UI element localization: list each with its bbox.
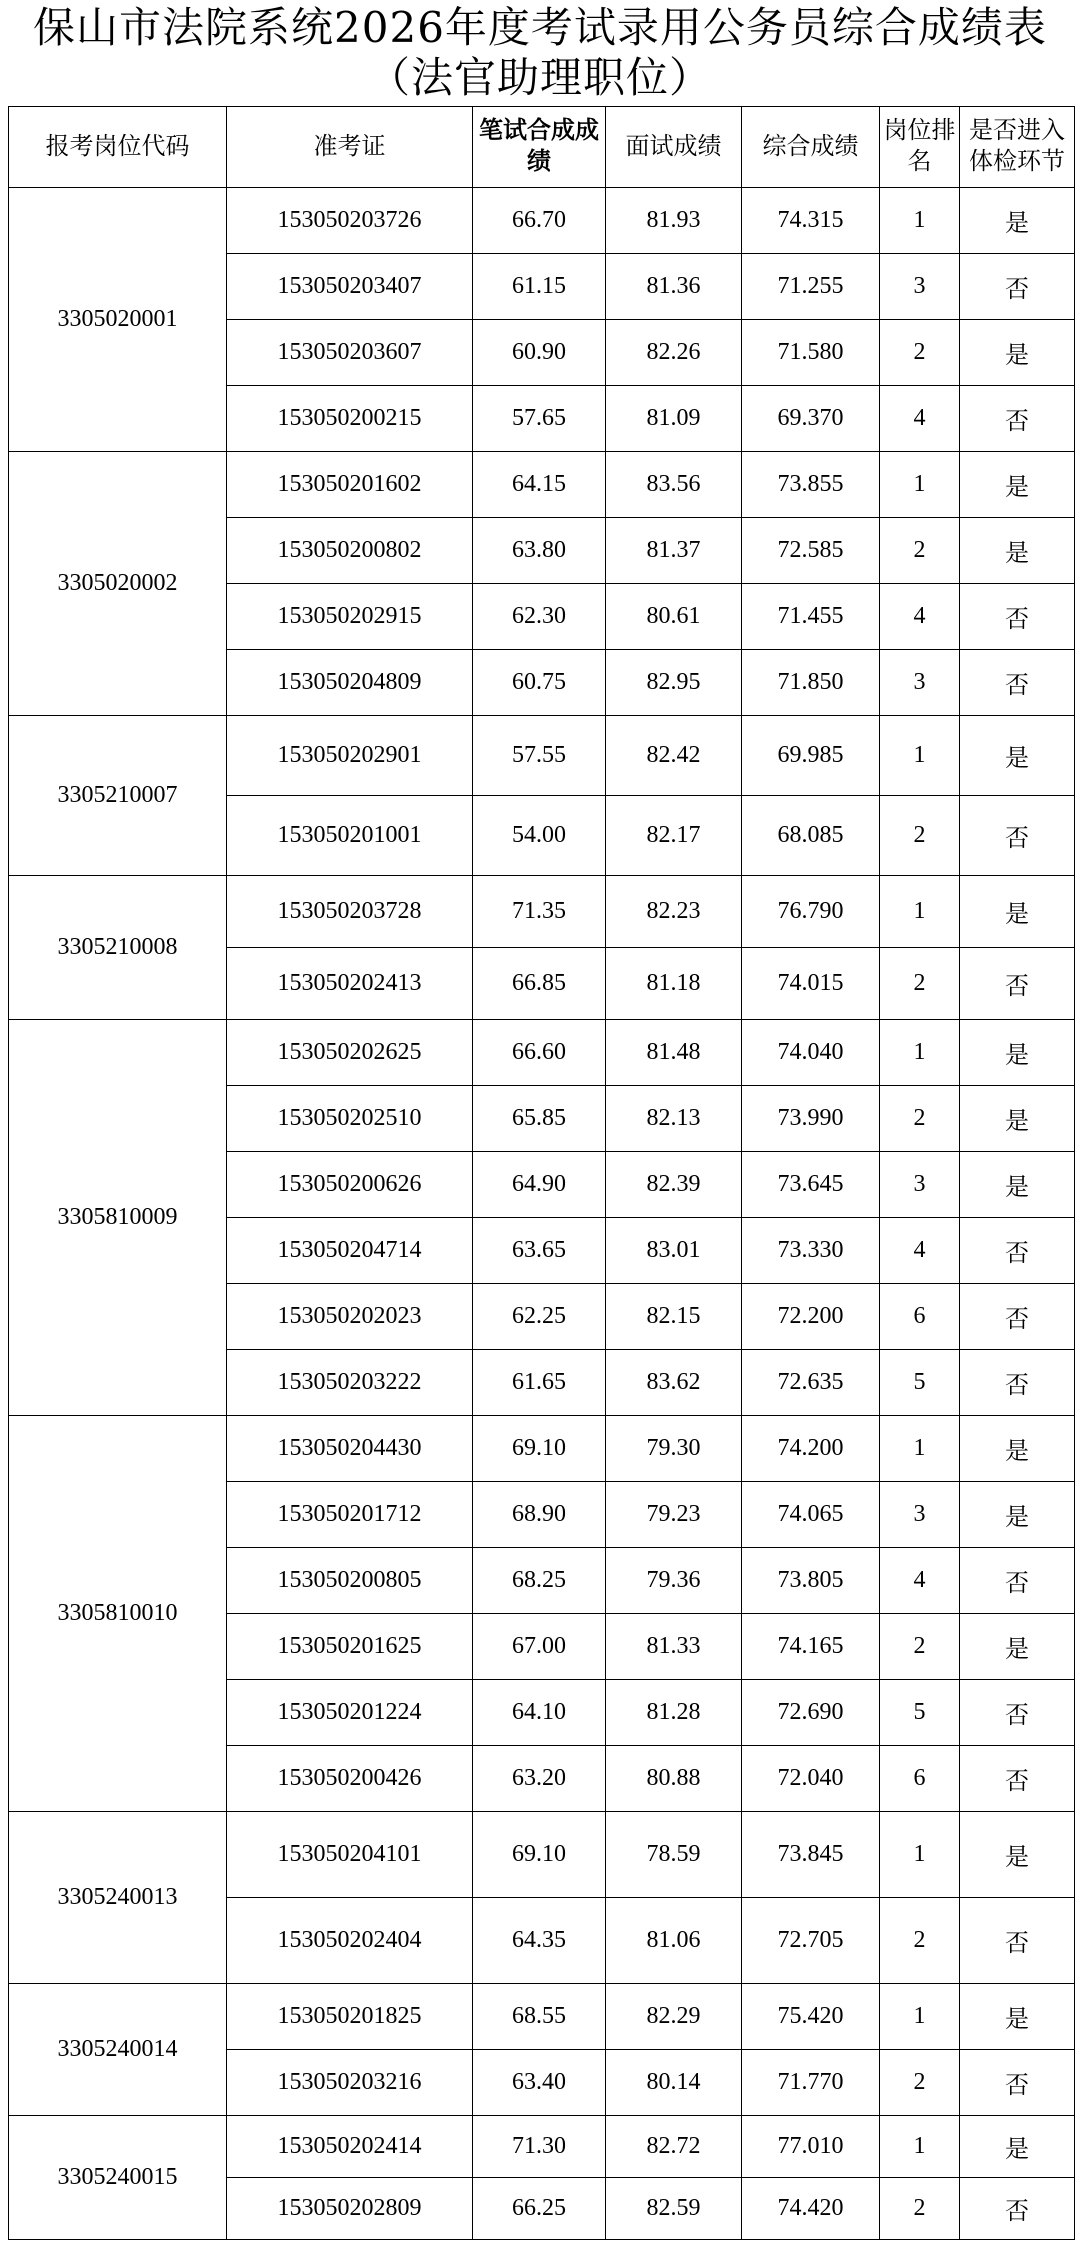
ticket-cell: 153050204430	[227, 1416, 473, 1482]
ticket-cell: 153050200626	[227, 1152, 473, 1218]
physical-exam-cell: 是	[960, 1614, 1075, 1680]
written-score-cell: 63.65	[473, 1218, 606, 1284]
total-score-cell: 73.645	[742, 1152, 880, 1218]
rank-cell: 5	[880, 1680, 960, 1746]
table-row	[9, 1984, 1075, 2050]
rank-cell: 3	[880, 650, 960, 716]
interview-score-cell: 80.61	[606, 584, 742, 650]
ticket-cell: 153050204101	[227, 1812, 473, 1898]
written-score-cell: 66.85	[473, 948, 606, 1020]
header-written-score: 笔试合成成绩	[473, 107, 606, 188]
rank-cell: 2	[880, 1086, 960, 1152]
written-score-cell: 66.25	[473, 2178, 606, 2240]
rank-cell: 6	[880, 1284, 960, 1350]
rank-cell: 2	[880, 796, 960, 876]
ticket-cell: 153050201001	[227, 796, 473, 876]
written-score-cell: 64.10	[473, 1680, 606, 1746]
ticket-cell: 153050203407	[227, 254, 473, 320]
total-score-cell: 74.015	[742, 948, 880, 1020]
total-score-cell: 72.690	[742, 1680, 880, 1746]
rank-cell: 2	[880, 1614, 960, 1680]
total-score-cell: 72.585	[742, 518, 880, 584]
physical-exam-cell: 是	[960, 1152, 1075, 1218]
header-total-score: 综合成绩	[742, 107, 880, 188]
physical-exam-cell: 否	[960, 2050, 1075, 2116]
physical-exam-cell: 是	[960, 1020, 1075, 1086]
total-score-cell: 77.010	[742, 2116, 880, 2178]
physical-exam-cell: 否	[960, 584, 1075, 650]
written-score-cell: 60.90	[473, 320, 606, 386]
physical-exam-cell: 否	[960, 948, 1075, 1020]
rank-cell: 1	[880, 876, 960, 948]
ticket-cell: 153050201625	[227, 1614, 473, 1680]
ticket-cell: 153050202625	[227, 1020, 473, 1086]
rank-cell: 1	[880, 1812, 960, 1898]
written-score-cell: 54.00	[473, 796, 606, 876]
total-score-cell: 73.990	[742, 1086, 880, 1152]
ticket-cell: 153050202404	[227, 1898, 473, 1984]
interview-score-cell: 82.95	[606, 650, 742, 716]
table-row	[9, 2116, 1075, 2178]
physical-exam-cell: 是	[960, 452, 1075, 518]
physical-exam-cell: 是	[960, 188, 1075, 254]
physical-exam-cell: 否	[960, 650, 1075, 716]
ticket-cell: 153050204809	[227, 650, 473, 716]
total-score-cell: 68.085	[742, 796, 880, 876]
ticket-cell: 153050200802	[227, 518, 473, 584]
written-score-cell: 63.40	[473, 2050, 606, 2116]
interview-score-cell: 81.18	[606, 948, 742, 1020]
total-score-cell: 72.635	[742, 1350, 880, 1416]
interview-score-cell: 82.13	[606, 1086, 742, 1152]
physical-exam-cell: 否	[960, 386, 1075, 452]
physical-exam-cell: 否	[960, 1548, 1075, 1614]
interview-score-cell: 82.59	[606, 2178, 742, 2240]
table-row	[9, 1812, 1075, 1898]
interview-score-cell: 79.36	[606, 1548, 742, 1614]
rank-cell: 1	[880, 1020, 960, 1086]
ticket-cell: 153050202901	[227, 716, 473, 796]
rank-cell: 2	[880, 1898, 960, 1984]
interview-score-cell: 82.17	[606, 796, 742, 876]
physical-exam-cell: 是	[960, 320, 1075, 386]
total-score-cell: 73.805	[742, 1548, 880, 1614]
ticket-cell: 153050202413	[227, 948, 473, 1020]
written-score-cell: 64.15	[473, 452, 606, 518]
interview-score-cell: 81.37	[606, 518, 742, 584]
position-code-cell: 3305210007	[9, 716, 227, 876]
written-score-cell: 62.30	[473, 584, 606, 650]
rank-cell: 2	[880, 518, 960, 584]
rank-cell: 2	[880, 2050, 960, 2116]
position-code-cell: 3305240014	[9, 1984, 227, 2116]
written-score-cell: 66.60	[473, 1020, 606, 1086]
ticket-cell: 153050200805	[227, 1548, 473, 1614]
total-score-cell: 71.770	[742, 2050, 880, 2116]
position-code-cell: 3305240013	[9, 1812, 227, 1984]
written-score-cell: 66.70	[473, 188, 606, 254]
total-score-cell: 76.790	[742, 876, 880, 948]
physical-exam-cell: 是	[960, 876, 1075, 948]
interview-score-cell: 81.93	[606, 188, 742, 254]
interview-score-cell: 81.09	[606, 386, 742, 452]
interview-score-cell: 81.33	[606, 1614, 742, 1680]
total-score-cell: 72.200	[742, 1284, 880, 1350]
interview-score-cell: 79.30	[606, 1416, 742, 1482]
table-row	[9, 876, 1075, 948]
physical-exam-cell: 是	[960, 1416, 1075, 1482]
ticket-cell: 153050202915	[227, 584, 473, 650]
written-score-cell: 71.35	[473, 876, 606, 948]
total-score-cell: 74.420	[742, 2178, 880, 2240]
interview-score-cell: 82.26	[606, 320, 742, 386]
position-code-cell: 3305210008	[9, 876, 227, 1020]
total-score-cell: 73.330	[742, 1218, 880, 1284]
ticket-cell: 153050201602	[227, 452, 473, 518]
header-rank: 岗位排名	[880, 107, 960, 188]
rank-cell: 1	[880, 1416, 960, 1482]
written-score-cell: 63.80	[473, 518, 606, 584]
header-interview-score: 面试成绩	[606, 107, 742, 188]
ticket-cell: 153050200215	[227, 386, 473, 452]
ticket-cell: 153050203726	[227, 188, 473, 254]
interview-score-cell: 82.72	[606, 2116, 742, 2178]
rank-cell: 2	[880, 320, 960, 386]
rank-cell: 1	[880, 188, 960, 254]
interview-score-cell: 82.23	[606, 876, 742, 948]
rank-cell: 2	[880, 948, 960, 1020]
ticket-cell: 153050201825	[227, 1984, 473, 2050]
table-row	[9, 1020, 1075, 1086]
rank-cell: 1	[880, 716, 960, 796]
total-score-cell: 75.420	[742, 1984, 880, 2050]
page-title: 保山市法院系统2026年度考试录用公务员综合成绩表	[33, 3, 1047, 52]
table-row	[9, 716, 1075, 796]
written-score-cell: 57.55	[473, 716, 606, 796]
physical-exam-cell: 是	[960, 2116, 1075, 2178]
written-score-cell: 61.65	[473, 1350, 606, 1416]
header-ticket: 准考证	[227, 107, 473, 188]
written-score-cell: 68.55	[473, 1984, 606, 2050]
physical-exam-cell: 是	[960, 716, 1075, 796]
rank-cell: 1	[880, 2116, 960, 2178]
rank-cell: 6	[880, 1746, 960, 1812]
written-score-cell: 67.00	[473, 1614, 606, 1680]
physical-exam-cell: 否	[960, 1746, 1075, 1812]
interview-score-cell: 80.14	[606, 2050, 742, 2116]
interview-score-cell: 81.28	[606, 1680, 742, 1746]
total-score-cell: 69.370	[742, 386, 880, 452]
written-score-cell: 62.25	[473, 1284, 606, 1350]
physical-exam-cell: 否	[960, 2178, 1075, 2240]
rank-cell: 1	[880, 1984, 960, 2050]
ticket-cell: 153050202510	[227, 1086, 473, 1152]
interview-score-cell: 82.42	[606, 716, 742, 796]
table-row	[9, 452, 1075, 518]
total-score-cell: 73.855	[742, 452, 880, 518]
written-score-cell: 71.30	[473, 2116, 606, 2178]
total-score-cell: 74.065	[742, 1482, 880, 1548]
physical-exam-cell: 是	[960, 1812, 1075, 1898]
physical-exam-cell: 是	[960, 1482, 1075, 1548]
physical-exam-cell: 是	[960, 1984, 1075, 2050]
ticket-cell: 153050202414	[227, 2116, 473, 2178]
physical-exam-cell: 否	[960, 1680, 1075, 1746]
total-score-cell: 71.455	[742, 584, 880, 650]
scores-table	[8, 106, 1075, 2240]
physical-exam-cell: 否	[960, 1218, 1075, 1284]
total-score-cell: 71.580	[742, 320, 880, 386]
interview-score-cell: 82.39	[606, 1152, 742, 1218]
interview-score-cell: 81.36	[606, 254, 742, 320]
interview-score-cell: 79.23	[606, 1482, 742, 1548]
interview-score-cell: 78.59	[606, 1812, 742, 1898]
ticket-cell: 153050203728	[227, 876, 473, 948]
rank-cell: 3	[880, 1152, 960, 1218]
interview-score-cell: 81.48	[606, 1020, 742, 1086]
physical-exam-cell: 是	[960, 518, 1075, 584]
page-subtitle: （法官助理职位）	[367, 53, 712, 102]
rank-cell: 4	[880, 386, 960, 452]
interview-score-cell: 80.88	[606, 1746, 742, 1812]
written-score-cell: 61.15	[473, 254, 606, 320]
total-score-cell: 71.850	[742, 650, 880, 716]
rank-cell: 1	[880, 452, 960, 518]
interview-score-cell: 83.01	[606, 1218, 742, 1284]
header-position-code: 报考岗位代码	[9, 107, 227, 188]
total-score-cell: 74.165	[742, 1614, 880, 1680]
ticket-cell: 153050204714	[227, 1218, 473, 1284]
physical-exam-cell: 否	[960, 1284, 1075, 1350]
ticket-cell: 153050202809	[227, 2178, 473, 2240]
written-score-cell: 69.10	[473, 1812, 606, 1898]
header-row	[9, 107, 1075, 188]
table-row	[9, 1416, 1075, 1482]
ticket-cell: 153050202023	[227, 1284, 473, 1350]
written-score-cell: 68.25	[473, 1548, 606, 1614]
total-score-cell: 72.040	[742, 1746, 880, 1812]
physical-exam-cell: 否	[960, 1898, 1075, 1984]
interview-score-cell: 83.56	[606, 452, 742, 518]
ticket-cell: 153050203607	[227, 320, 473, 386]
total-score-cell: 69.985	[742, 716, 880, 796]
interview-score-cell: 82.15	[606, 1284, 742, 1350]
position-code-cell: 3305810010	[9, 1416, 227, 1812]
physical-exam-cell: 否	[960, 796, 1075, 876]
table-body	[9, 188, 1075, 2240]
rank-cell: 2	[880, 2178, 960, 2240]
written-score-cell: 68.90	[473, 1482, 606, 1548]
rank-cell: 3	[880, 1482, 960, 1548]
interview-score-cell: 81.06	[606, 1898, 742, 1984]
rank-cell: 5	[880, 1350, 960, 1416]
total-score-cell: 74.200	[742, 1416, 880, 1482]
interview-score-cell: 83.62	[606, 1350, 742, 1416]
ticket-cell: 153050201224	[227, 1680, 473, 1746]
written-score-cell: 69.10	[473, 1416, 606, 1482]
ticket-cell: 153050203222	[227, 1350, 473, 1416]
total-score-cell: 71.255	[742, 254, 880, 320]
total-score-cell: 73.845	[742, 1812, 880, 1898]
rank-cell: 3	[880, 254, 960, 320]
total-score-cell: 74.040	[742, 1020, 880, 1086]
written-score-cell: 64.35	[473, 1898, 606, 1984]
total-score-cell: 74.315	[742, 188, 880, 254]
physical-exam-cell: 否	[960, 254, 1075, 320]
rank-cell: 4	[880, 584, 960, 650]
written-score-cell: 57.65	[473, 386, 606, 452]
written-score-cell: 65.85	[473, 1086, 606, 1152]
physical-exam-cell: 否	[960, 1350, 1075, 1416]
position-code-cell: 3305810009	[9, 1020, 227, 1416]
written-score-cell: 60.75	[473, 650, 606, 716]
ticket-cell: 153050203216	[227, 2050, 473, 2116]
written-score-cell: 64.90	[473, 1152, 606, 1218]
ticket-cell: 153050200426	[227, 1746, 473, 1812]
rank-cell: 4	[880, 1548, 960, 1614]
header-physical-exam: 是否进入体检环节	[960, 107, 1075, 188]
interview-score-cell: 82.29	[606, 1984, 742, 2050]
physical-exam-cell: 是	[960, 1086, 1075, 1152]
table-row	[9, 188, 1075, 254]
written-score-cell: 63.20	[473, 1746, 606, 1812]
total-score-cell: 72.705	[742, 1898, 880, 1984]
position-code-cell: 3305020001	[9, 188, 227, 452]
ticket-cell: 153050201712	[227, 1482, 473, 1548]
rank-cell: 4	[880, 1218, 960, 1284]
position-code-cell: 3305240015	[9, 2116, 227, 2240]
position-code-cell: 3305020002	[9, 452, 227, 716]
